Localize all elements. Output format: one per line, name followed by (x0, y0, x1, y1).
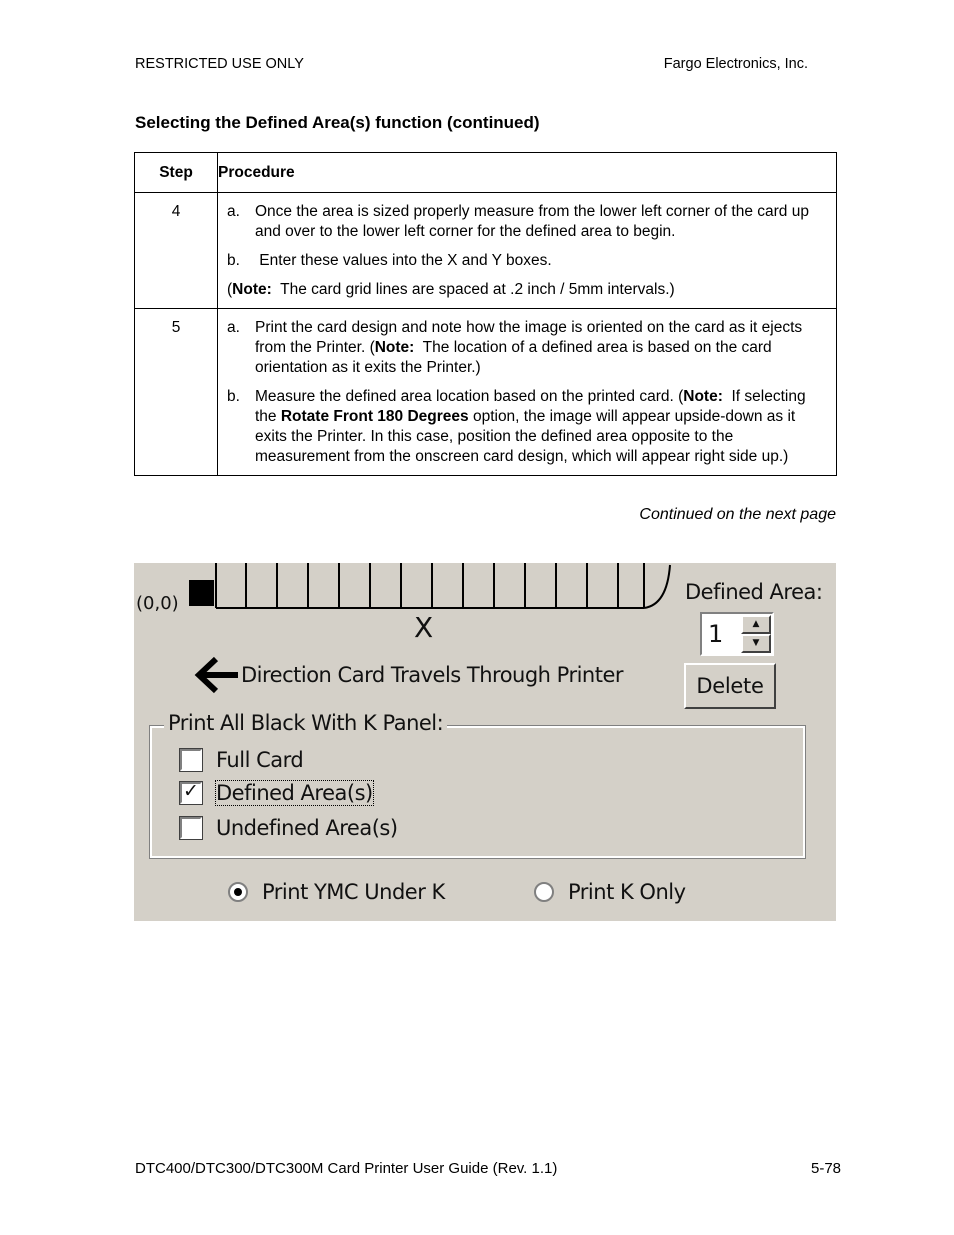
item-text: Once the area is sized properly measure from the lower left corner of the card up and over to the lower left corner for the defined area to begin. (255, 203, 809, 240)
note (227, 280, 826, 300)
procedure-table (134, 152, 837, 476)
spin-down-button[interactable] (741, 634, 771, 653)
step-number: 5 (135, 309, 218, 476)
defined-area-value[interactable]: 1 (708, 620, 724, 648)
up-arrow-icon: ▲ (752, 619, 760, 629)
procedure-item (227, 202, 826, 242)
note-text: The card grid lines are spaced at .2 inch / 5mm intervals.) (271, 281, 675, 298)
x-axis-label: X (414, 611, 434, 644)
spin-up-button[interactable] (741, 615, 771, 634)
procedure-cell (218, 193, 837, 309)
undefined-areas-checkbox[interactable] (180, 817, 202, 839)
table-header-row (135, 153, 837, 193)
note-open: ( (227, 281, 233, 298)
page-number: 5-78 (811, 1160, 842, 1177)
procedure-cell (218, 309, 837, 476)
item-label: b. (227, 252, 240, 269)
origin-marker (189, 580, 214, 606)
procedure-item (227, 387, 826, 467)
checkbox-label[interactable]: Defined Area(s) (216, 781, 373, 805)
note-label: Note: (232, 281, 272, 298)
procedure-item (227, 318, 826, 378)
card-settings-screenshot (134, 563, 836, 921)
defined-areas-option[interactable] (180, 781, 373, 805)
spinner-buttons (741, 615, 771, 653)
item-text-part: The location of a defined area is based on the card orientation as it exits the Printer.) (255, 339, 776, 376)
item-text-part: option, the image will appear upside-down as it exits the Printer. In this case, position the defined area opposite to the measurement from the onscreen card design, which will appear right side up.) (255, 408, 800, 465)
item-text (255, 318, 826, 378)
item-note-label: Note: (374, 339, 415, 356)
item-text-part: Measure the defined area location based on the printed card. ( (255, 388, 684, 405)
print-ymc-under-k-radio[interactable] (228, 882, 248, 902)
table-row (135, 309, 837, 476)
print-ymc-under-k-option[interactable] (228, 880, 445, 904)
item-note-label: Note: (683, 388, 723, 405)
section-title: Selecting the Defined Area(s) function (continued) (135, 113, 540, 132)
item-text: Enter these values into the X and Y boxes. (255, 252, 552, 269)
defined-areas-checkbox[interactable] (180, 782, 202, 804)
procedure-column-header: Procedure (218, 153, 837, 193)
delete-button[interactable]: Delete (684, 663, 776, 709)
checkbox-label[interactable]: Undefined Area(s) (216, 816, 398, 840)
header-right: Fargo Electronics, Inc. (663, 56, 808, 72)
card-grid (184, 563, 684, 613)
defined-area-label: Defined Area: (685, 580, 823, 604)
radio-label[interactable]: Print YMC Under K (262, 880, 445, 904)
down-arrow-icon: ▼ (752, 638, 760, 648)
group-title: Print All Black With K Panel: (164, 711, 447, 735)
defined-area-spinner[interactable] (700, 612, 774, 656)
undefined-areas-option[interactable] (180, 816, 398, 840)
origin-label: (0,0) (136, 593, 179, 614)
print-k-only-option[interactable] (534, 880, 686, 904)
procedure-item (227, 251, 826, 271)
full-card-option[interactable] (180, 748, 303, 772)
full-card-checkbox[interactable] (180, 749, 202, 771)
footer-left: DTC400/DTC300/DTC300M Card Printer User Guide (Rev. 1.1) (135, 1160, 558, 1177)
direction-label: Direction Card Travels Through Printer (241, 663, 624, 687)
item-text-part: Print the card design and note how the image is oriented on the card as it ejects from the Printer. ( (255, 319, 807, 356)
radio-selected-dot (234, 888, 242, 896)
table-row (135, 193, 837, 309)
item-label: a. (227, 203, 240, 220)
print-k-only-radio[interactable] (534, 882, 554, 902)
item-text-part: If selecting the (255, 388, 810, 425)
item-label: a. (227, 319, 240, 336)
item-text (255, 387, 826, 467)
checkbox-label[interactable]: Full Card (216, 748, 304, 772)
header-left: RESTRICTED USE ONLY (135, 56, 304, 72)
step-column-header: Step (135, 153, 218, 193)
step-number: 4 (135, 193, 218, 309)
radio-label[interactable]: Print K Only (568, 880, 686, 904)
left-arrow-icon (194, 656, 240, 694)
continued-note: Continued on the next page (639, 506, 836, 523)
check-icon: ✓ (183, 780, 199, 802)
item-label: b. (227, 388, 240, 405)
item-option-name: Rotate Front 180 Degrees (280, 408, 469, 425)
